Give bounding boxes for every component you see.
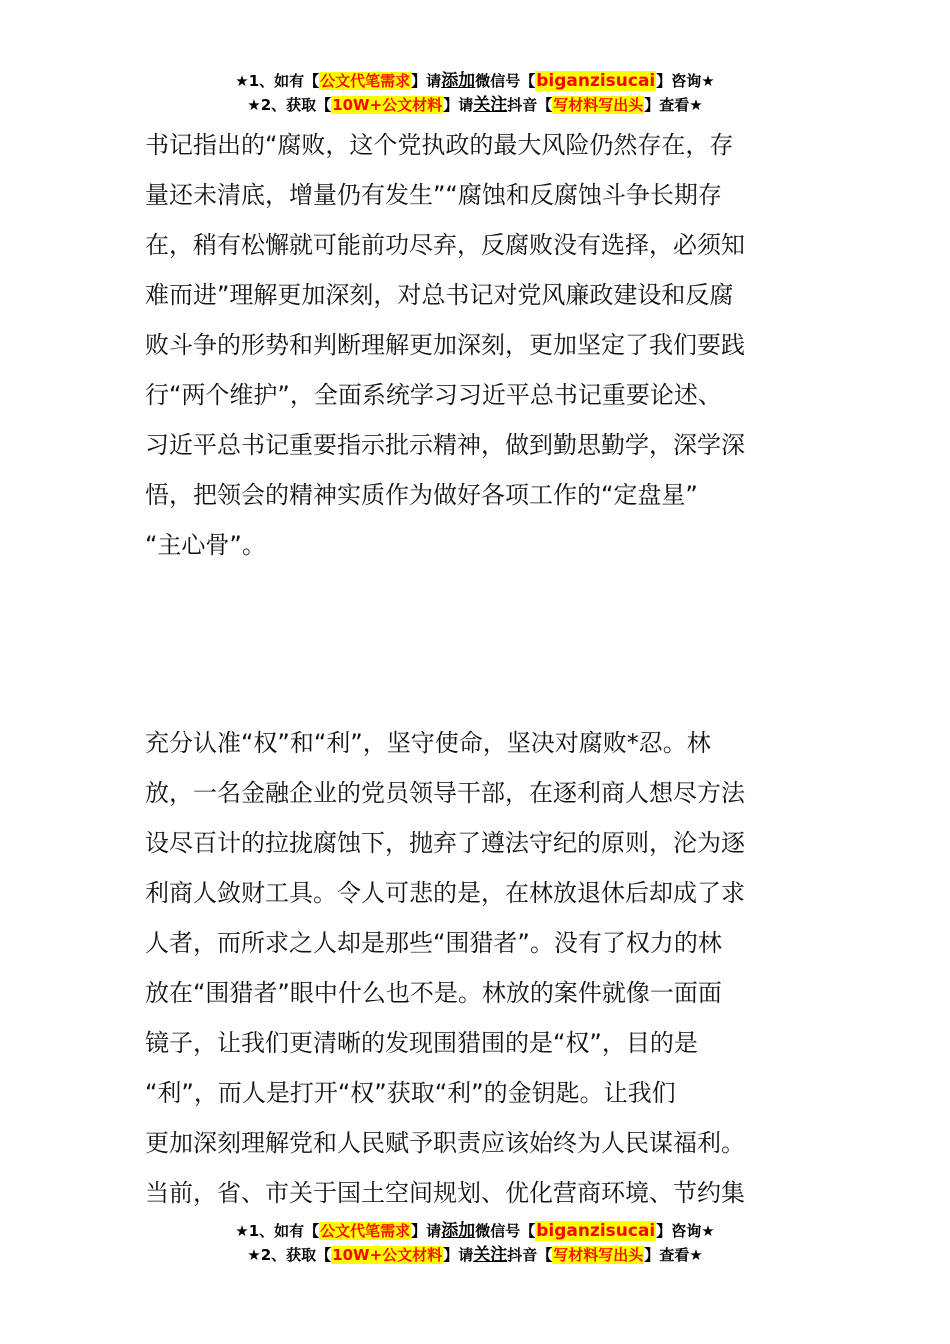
text-line: 设尽百计的拉拢腐蚀下，抛弃了遵法守纪的原则，沦为逐 — [145, 829, 745, 857]
highlight-douyin-account[interactable]: 写材料写出头 — [553, 1246, 644, 1264]
text-line: 镜子，让我们更清晰的发现围猎围的是“权”，目的是 — [145, 1029, 698, 1057]
body-paragraph-1 — [145, 120, 809, 570]
highlight-service: 公文代笔需求 — [320, 1222, 411, 1240]
text-line: 行“两个维护”，全面系统学习习近平总书记重要论述、 — [145, 381, 722, 409]
highlight-wechat-id[interactable]: biganzisucai — [536, 71, 656, 91]
text-line: 习近平总书记重要指示批示精神，做到勤思勤学，深学深 — [145, 431, 745, 459]
text-line: 败斗争的形势和判断理解更加深刻，更加坚定了我们要践 — [145, 331, 745, 359]
text-line: “主心骨”。 — [145, 531, 266, 559]
text-line: 利商人敛财工具。令人可悲的是，在林放退休后却成了求 — [145, 879, 745, 907]
highlight-service: 公文代笔需求 — [320, 72, 411, 90]
promo-line-1: ★1、如有【公文代笔需求】请添加微信号【biganzisucai】咨询★ — [235, 71, 715, 91]
promo-line-1: ★1、如有【公文代笔需求】请添加微信号【biganzisucai】咨询★ — [235, 1221, 715, 1241]
text-line: 量还未清底，增量仍有发生”“腐蚀和反腐蚀斗争长期存 — [145, 181, 722, 209]
promo-line-2: ★2、获取【10W+公文材料】请关注抖音【写材料写出头】查看★ — [247, 95, 703, 115]
text-line: 悟，把领会的精神实质作为做好各项工作的“定盘星” — [145, 481, 698, 509]
highlight-materials: 10W+公文材料 — [332, 96, 443, 114]
text-line: 在，稍有松懈就可能前功尽弃，反腐败没有选择，必须知 — [145, 231, 745, 259]
body-paragraph-2 — [145, 718, 809, 1218]
highlight-wechat-id[interactable]: biganzisucai — [536, 1221, 656, 1241]
text-line: 书记指出的“腐败，这个党执政的最大风险仍然存在，存 — [145, 131, 734, 159]
text-line: 充分认准“权”和“利”，坚守使命，坚决对腐败*忍。林 — [145, 729, 711, 757]
text-line: “利”，而人是打开“权”获取“利”的金钥匙。让我们 — [145, 1079, 676, 1107]
text-line: 人者，而所求之人却是那些“围猎者”。没有了权力的林 — [145, 929, 722, 957]
footer-promo-banner — [0, 1219, 950, 1267]
text-line: 当前，省、市关于国土空间规划、优化营商环境、节约集 — [145, 1179, 745, 1207]
text-line: 放，一名金融企业的党员领导干部，在逐利商人想尽方法 — [145, 779, 745, 807]
highlight-materials: 10W+公文材料 — [332, 1246, 443, 1264]
highlight-douyin-account[interactable]: 写材料写出头 — [553, 96, 644, 114]
text-line: 放在“围猎者”眼中什么也不是。林放的案件就像一面面 — [145, 979, 722, 1007]
header-promo-banner — [0, 69, 950, 117]
text-line: 更加深刻理解党和人民赋予职责应该始终为人民谋福利。 — [145, 1129, 745, 1157]
promo-line-2: ★2、获取【10W+公文材料】请关注抖音【写材料写出头】查看★ — [247, 1245, 703, 1265]
text-line: 难而进”理解更加深刻，对总书记对党风廉政建设和反腐 — [145, 281, 734, 309]
